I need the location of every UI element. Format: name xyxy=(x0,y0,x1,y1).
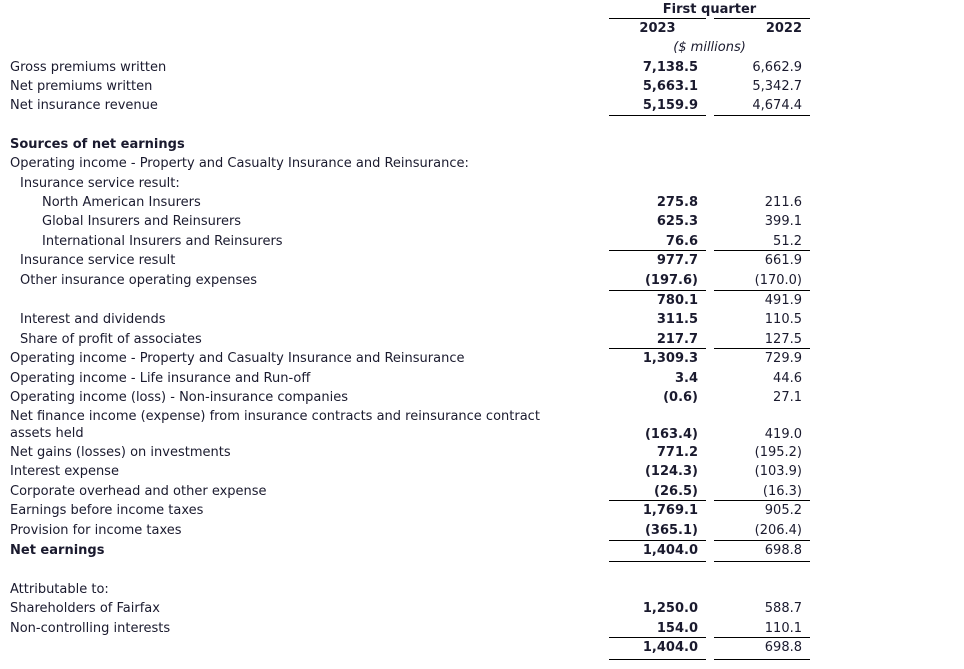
subheading-attributable xyxy=(0,580,964,599)
value-2022: 491.9 xyxy=(764,293,802,308)
value-2022: 729.9 xyxy=(764,351,802,366)
value-2023: 780.1 xyxy=(656,293,698,308)
row-label: Operating income - Property and Casualty Insurance and Reinsurance: xyxy=(10,156,469,171)
row-label: Operating income (loss) - Non-insurance companies xyxy=(10,390,348,405)
row-label: Attributable to: xyxy=(10,582,109,597)
value-2023: 1,309.3 xyxy=(642,351,698,366)
table-row-op-income-noninsurance xyxy=(0,388,964,407)
row-label: Net premiums written xyxy=(10,79,153,94)
value-2023: 275.8 xyxy=(656,195,698,210)
table-row-net-finance xyxy=(0,408,964,444)
row-label: Operating income - Life insurance and Run-off xyxy=(10,371,311,386)
row-label xyxy=(10,408,610,442)
table-row-net-earnings xyxy=(0,541,964,560)
value-2022: 698.8 xyxy=(764,543,802,558)
value-2022: 661.9 xyxy=(764,253,802,268)
value-2023: (163.4) xyxy=(644,427,698,442)
section-title: Sources of net earnings xyxy=(10,137,185,152)
value-2022: (170.0) xyxy=(754,273,802,288)
table-row-shareholders xyxy=(0,599,964,618)
value-2023: 7,138.5 xyxy=(642,60,698,75)
underline-2022 xyxy=(714,115,810,116)
row-label-line2: assets held xyxy=(10,426,84,441)
table-row-isr-total xyxy=(0,251,964,270)
subheading-operating-income-pc xyxy=(0,154,964,173)
value-2023: (365.1) xyxy=(644,523,698,538)
value-2023: (0.6) xyxy=(663,390,698,405)
row-label: Net earnings xyxy=(10,543,105,558)
row-label: Interest and dividends xyxy=(20,312,166,327)
table-row-subtotal xyxy=(0,291,964,310)
section-heading-sources xyxy=(0,135,964,154)
table-row-north-american xyxy=(0,193,964,212)
value-2023: 5,159.9 xyxy=(642,98,698,113)
value-2022: 419.0 xyxy=(764,427,802,442)
value-2023: 76.6 xyxy=(665,234,698,249)
table-row-nci xyxy=(0,619,964,638)
value-2023: 1,250.0 xyxy=(642,601,698,616)
table-row-op-income-pc xyxy=(0,349,964,368)
value-2022: 211.6 xyxy=(764,195,802,210)
row-label: Other insurance operating expenses xyxy=(20,273,258,288)
table-row-net-insurance-revenue xyxy=(0,96,964,115)
row-label: Share of profit of associates xyxy=(20,332,202,347)
value-2023: 625.3 xyxy=(656,214,698,229)
value-2022: (103.9) xyxy=(754,464,802,479)
column-header-2023: 2023 xyxy=(639,21,676,36)
value-2023: 5,663.1 xyxy=(642,79,698,94)
value-2023: 217.7 xyxy=(656,332,698,347)
value-2022: 44.6 xyxy=(773,371,802,386)
table-row-op-income-life xyxy=(0,369,964,388)
subheading-insurance-service-result xyxy=(0,174,964,193)
table-row-share-profit xyxy=(0,330,964,349)
value-2022: 51.2 xyxy=(773,234,802,249)
row-label: North American Insurers xyxy=(42,195,201,210)
table-row-net-premiums xyxy=(0,77,964,96)
value-2022: 110.1 xyxy=(764,621,802,636)
value-2022: (195.2) xyxy=(754,445,802,460)
value-2023: 154.0 xyxy=(656,621,698,636)
value-2023: 1,404.0 xyxy=(642,640,698,655)
value-2022: 5,342.7 xyxy=(752,79,802,94)
table-row-international xyxy=(0,232,964,251)
units-label: ($ millions) xyxy=(673,40,746,55)
value-2022: 127.5 xyxy=(764,332,802,347)
row-label: International Insurers and Reinsurers xyxy=(42,234,283,249)
value-2022: 4,674.4 xyxy=(752,98,802,113)
table-row-attributable-total xyxy=(0,638,964,657)
column-header-2022: 2022 xyxy=(765,21,802,36)
table-row-interest-dividends xyxy=(0,310,964,329)
value-2022: 6,662.9 xyxy=(752,60,802,75)
row-label: Gross premiums written xyxy=(10,60,167,75)
underline-2022 xyxy=(714,561,810,562)
row-label: Net gains (losses) on investments xyxy=(10,445,231,460)
table-row-gross-premiums xyxy=(0,58,964,77)
table-row-ebt xyxy=(0,501,964,520)
row-label: Insurance service result xyxy=(20,253,176,268)
value-2022: 399.1 xyxy=(764,214,802,229)
value-2023: 1,769.1 xyxy=(642,503,698,518)
value-2023: 771.2 xyxy=(656,445,698,460)
value-2022: (206.4) xyxy=(754,523,802,538)
value-2023: (124.3) xyxy=(644,464,698,479)
value-2023: 3.4 xyxy=(674,371,698,386)
row-label: Global Insurers and Reinsurers xyxy=(42,214,242,229)
table-row-other-expenses xyxy=(0,271,964,290)
row-label: Operating income - Property and Casualty Insurance and Reinsurance xyxy=(10,351,465,366)
table-row-corporate-overhead xyxy=(0,482,964,501)
row-label: Net insurance revenue xyxy=(10,98,158,113)
value-2022: 698.8 xyxy=(764,640,802,655)
row-label: Corporate overhead and other expense xyxy=(10,484,267,499)
underline-2023 xyxy=(609,659,706,660)
value-2023: (26.5) xyxy=(654,484,698,499)
table-row-global xyxy=(0,212,964,231)
row-label-line1: Net finance income (expense) from insurance contracts and reinsurance contract xyxy=(10,409,540,424)
value-2022: 110.5 xyxy=(764,312,802,327)
underline-2022 xyxy=(714,659,810,660)
row-label: Non-controlling interests xyxy=(10,621,171,636)
table-row-tax xyxy=(0,521,964,540)
row-label: Interest expense xyxy=(10,464,119,479)
value-2023: (197.6) xyxy=(644,273,698,288)
value-2022: (16.3) xyxy=(762,484,802,499)
underline-2023 xyxy=(609,115,706,116)
value-2022: 588.7 xyxy=(764,601,802,616)
underline-2023 xyxy=(609,561,706,562)
value-2022: 905.2 xyxy=(764,503,802,518)
table-row-interest-expense xyxy=(0,462,964,481)
value-2023: 977.7 xyxy=(656,253,698,268)
value-2022: 27.1 xyxy=(773,390,802,405)
value-2023: 311.5 xyxy=(656,312,698,327)
period-header: First quarter xyxy=(662,2,757,17)
row-label: Shareholders of Fairfax xyxy=(10,601,160,616)
value-2023: 1,404.0 xyxy=(642,543,698,558)
row-label: Insurance service result: xyxy=(20,176,180,191)
row-label: Provision for income taxes xyxy=(10,523,182,538)
row-label: Earnings before income taxes xyxy=(10,503,204,518)
table-row-net-gains xyxy=(0,443,964,462)
